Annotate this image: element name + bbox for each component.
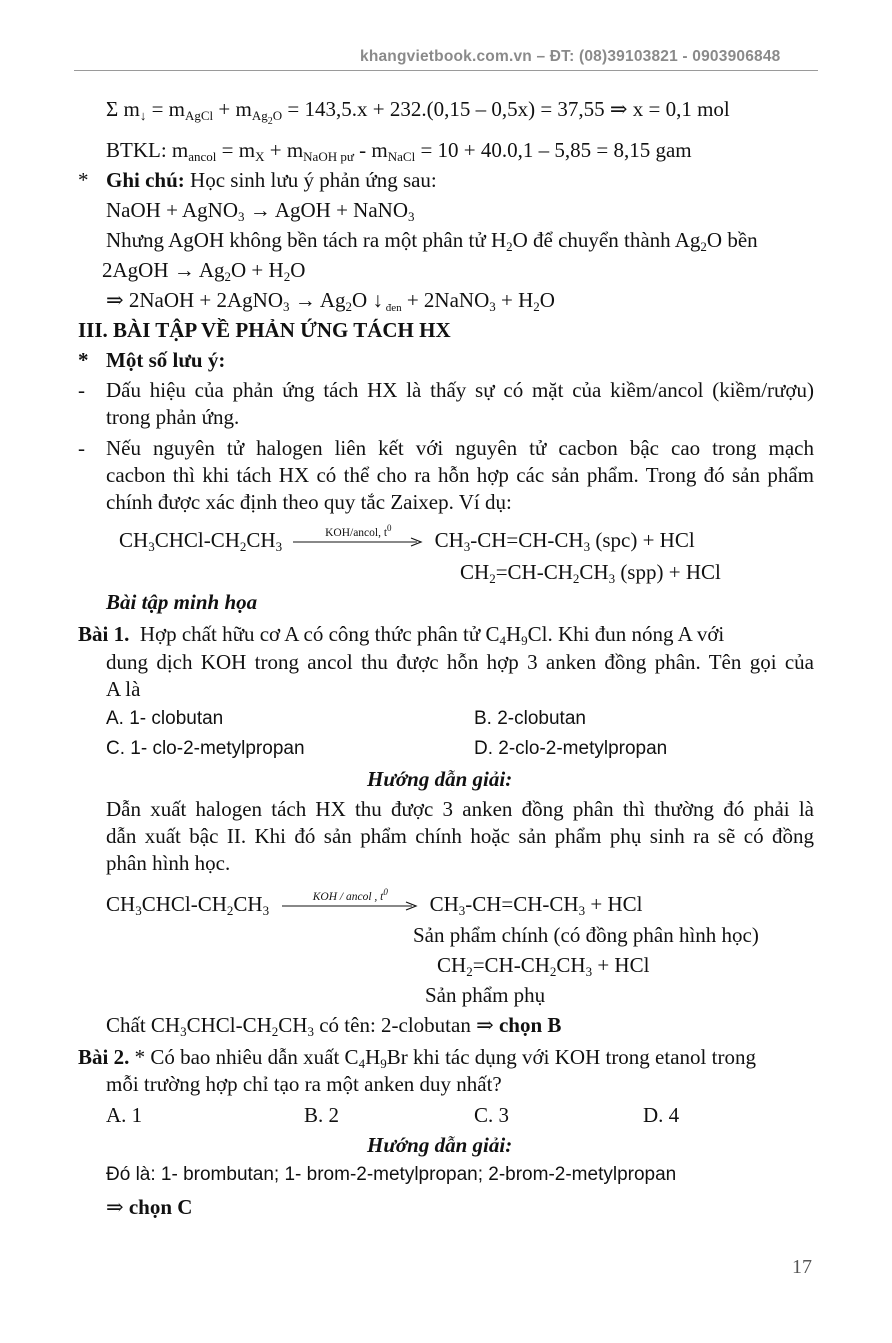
bai2-guide-title: Hướng dẫn giải: [367, 1133, 513, 1157]
text: Cl. Khi đun nóng A với [527, 622, 725, 646]
bai1-solution-line: phân hình học. [106, 851, 231, 875]
reaction-naoh-agno3 [106, 198, 415, 222]
text: O ↓ [352, 288, 383, 312]
text: 2AgOH → Ag [102, 258, 225, 282]
bai2-conclusion [106, 1195, 192, 1219]
text: Chất CH [106, 1013, 181, 1037]
sub: 2 [224, 269, 232, 284]
text: + m [213, 97, 252, 121]
text: -CH=CH-CH [465, 892, 579, 916]
bai1-option-d: D. 2-clo-2-metylpropan [474, 738, 668, 759]
exercise-label: Bài 1. [78, 622, 130, 646]
text: CHCl-CH [154, 528, 240, 552]
text: CH [246, 528, 276, 552]
main-product-label: Sản phẩm chính (có đồng phân hình học) [413, 923, 759, 947]
text: = m [146, 97, 185, 121]
sub: 2 [239, 539, 247, 554]
sub: 2 [271, 1024, 279, 1039]
text: = m [216, 138, 256, 162]
bai1-conclusion [106, 1013, 561, 1037]
mass-sum-equation [106, 97, 730, 127]
bai1-guide-title: Hướng dẫn giải: [367, 767, 513, 791]
sub: 2 [283, 269, 291, 284]
bai1-question-line: dung dịch KOH trong ancol thu được hỗn hợp 3 anken đồng phân. Tên gọi của [106, 650, 814, 674]
text: ⇒ 2NaOH + 2AgNO [106, 288, 284, 312]
bai1-solution-line: dẫn xuất bậc II. Khi đó sản phẩm chính hoặc sản phẩm phụ sinh ra sẽ có đồng [106, 824, 814, 848]
bai2-option-a: A. 1 [106, 1103, 143, 1127]
example-side-product [460, 560, 721, 584]
arrow-label: KOH/ancol, t [325, 527, 388, 540]
text: + 2NaNO [401, 288, 490, 312]
sub: 2 [489, 571, 496, 586]
text: CH [579, 560, 609, 584]
bai1-option-a: A. 1- clobutan [106, 708, 224, 729]
page-number: 17 [792, 1256, 812, 1278]
text: = 10 + 40.0,1 – 5,85 = 8,15 gam [415, 138, 692, 162]
header-rule [74, 70, 818, 71]
text: Br khi tác dụng với KOH trong etanol trong [386, 1045, 756, 1069]
text: có tên: 2-clobutan ⇒ [313, 1013, 499, 1037]
sub: 3 [458, 903, 466, 918]
note-star: * [78, 348, 89, 372]
bai1-solution-line: Dẫn xuất halogen tách HX thu được 3 anken đồng phân thì thường đó phải là [106, 797, 814, 821]
illustration-title: Bài tập minh họa [106, 590, 258, 614]
sub: 2 [267, 116, 273, 127]
bai1-question-line [78, 622, 814, 646]
answer: chọn C [128, 1195, 193, 1219]
text: O + H [231, 258, 284, 282]
sub: O [272, 108, 283, 123]
sub: 3 [585, 964, 593, 979]
sub: 3 [583, 539, 591, 554]
sub: 2 [506, 239, 513, 254]
text: ⇒ [106, 1195, 129, 1219]
note-title: Một số lưu ý: [106, 348, 226, 372]
text: O [290, 258, 306, 282]
text: CH [278, 1013, 308, 1037]
text: CH [119, 528, 149, 552]
sub: 2 [226, 903, 234, 918]
sub: 3 [578, 903, 586, 918]
sub: 3 [238, 209, 245, 224]
page-header: khangvietbook.com.vn – ĐT: (08)39103821 - 0903906848 [360, 48, 781, 65]
bullet-text: trong phản ứng. [106, 405, 240, 429]
sub: 3 [180, 1024, 187, 1039]
reaction-arrow [282, 887, 418, 911]
text: * Có bao nhiêu dẫn xuất C [129, 1045, 359, 1069]
text: Học sinh lưu ý phản ứng sau: [184, 168, 437, 192]
text: + HCl [592, 953, 650, 977]
sub: 2 [533, 299, 540, 314]
section-title: III. BÀI TẬP VỀ PHẢN ỨNG TÁCH HX [78, 318, 451, 342]
text: + m [264, 138, 304, 162]
text: (spp) + HCl [615, 560, 721, 584]
sub: 3 [463, 539, 471, 554]
text: Hợp chất hữu cơ A có công thức phân tử C [139, 622, 500, 646]
text: CH [233, 892, 263, 916]
sub: 9 [521, 633, 528, 648]
bullet-dash: - [78, 436, 85, 460]
sub: 9 [380, 1056, 387, 1071]
text: O [539, 288, 555, 312]
bullet-text: Nếu nguyên tử halogen liên kết với nguyên tử cacbon bậc cao trong mạch [106, 436, 814, 460]
bai2-option-d: D. 4 [643, 1103, 680, 1127]
sub: 3 [608, 571, 616, 586]
note-line [106, 168, 437, 192]
text: CH [106, 892, 136, 916]
sub: 3 [262, 903, 270, 918]
text: CH [460, 560, 490, 584]
bai2-question-line [78, 1045, 756, 1069]
text: - m [353, 138, 388, 162]
sup: 0 [383, 887, 388, 898]
text: + HCl [585, 892, 643, 916]
text: O để chuyển thành Ag [512, 228, 701, 252]
text: NaOH + AgNO [106, 198, 238, 222]
text: =CH-CH [495, 560, 573, 584]
sub: NaCl [387, 149, 416, 164]
arrow-label: KOH / ancol , t [312, 891, 384, 904]
text: CH [437, 953, 467, 977]
sub: 3 [283, 299, 290, 314]
sub: 3 [307, 1024, 314, 1039]
sub: đen [382, 302, 402, 314]
sub: 2 [700, 239, 707, 254]
example-reaction [119, 523, 695, 554]
bai2-answer: Đó là: 1- brombutan; 1- brom-2-metylpropan; 2-brom-2-metylpropan [106, 1164, 677, 1185]
bullet-text: cacbon thì khi tách HX có thể cho ra hỗn hợp các sản phẩm. Trong đó sản phẩm [106, 463, 814, 487]
bullet-dash: - [78, 378, 85, 402]
text: Nhưng AgOH không bền tách ra một phân tử H [106, 228, 507, 252]
text: -CH=CH-CH [470, 528, 584, 552]
sub: 3 [148, 539, 155, 554]
sub: 4 [499, 633, 506, 648]
sup: 0 [387, 523, 392, 534]
side-product-label: Sản phẩm phụ [425, 983, 546, 1007]
agoh-note [106, 228, 758, 252]
sub: X [255, 149, 265, 164]
sub: 3 [408, 209, 415, 224]
sub: 3 [135, 903, 142, 918]
text: CH [556, 953, 586, 977]
sub: 2 [549, 964, 557, 979]
text: CHCl-CH [186, 1013, 272, 1037]
sub: 2 [345, 299, 353, 314]
sub: 3 [489, 299, 496, 314]
sub: 3 [275, 539, 283, 554]
bullet-text: chính được xác định theo quy tắc Zaixep. Ví dụ: [106, 490, 512, 514]
reaction-overall [106, 288, 555, 312]
note-star: * [78, 168, 89, 192]
reaction-arrow [293, 523, 423, 547]
bai2-question-line: mỗi trường hợp chỉ tạo ra một anken duy nhất? [106, 1072, 502, 1096]
bai2-option-c: C. 3 [474, 1103, 510, 1127]
bai1-question-line: A là [106, 677, 141, 701]
sub: AgCl [185, 108, 214, 123]
text: (spc) + HCl [590, 528, 695, 552]
bai1-side-product [437, 953, 649, 977]
sub: ↓ [139, 108, 147, 123]
text: H [505, 622, 522, 646]
text: → Ag [289, 288, 346, 312]
bullet-text: Dấu hiệu của phản ứng tách HX là thấy sự có mặt của kiềm/ancol (kiềm/rượu) [106, 378, 814, 402]
text: CH [429, 892, 459, 916]
bai2-option-b: B. 2 [304, 1103, 340, 1127]
text: = 143,5.x + 232.(0,15 – 0,5x) = 37,55 ⇒ x = 0,1 mol [282, 97, 730, 121]
text: CH [434, 528, 464, 552]
sub: 2 [466, 964, 473, 979]
reaction-agoh [102, 258, 305, 282]
text: O bền [706, 228, 758, 252]
sub: Ag [251, 108, 268, 123]
text: Σ m [106, 97, 140, 121]
text: BTKL: m [106, 138, 189, 162]
text: =CH-CH [472, 953, 550, 977]
exercise-label: Bài 2. [78, 1045, 130, 1069]
bai1-option-b: B. 2-clobutan [474, 708, 586, 729]
sub: 2 [572, 571, 580, 586]
text: → AgOH + NaNO [244, 198, 408, 222]
sub: NaOH pư [303, 149, 354, 164]
bai1-reaction [106, 887, 643, 918]
text: + H [495, 288, 534, 312]
bai1-option-c: C. 1- clo-2-metylpropan [106, 738, 305, 759]
sub: 4 [358, 1056, 366, 1071]
text: CHCl-CH [141, 892, 227, 916]
note-label: Ghi chú: [106, 168, 185, 192]
sub: ancol [188, 149, 217, 164]
answer: chọn B [498, 1013, 562, 1037]
text: H [365, 1045, 381, 1069]
btkl-equation [106, 138, 692, 162]
